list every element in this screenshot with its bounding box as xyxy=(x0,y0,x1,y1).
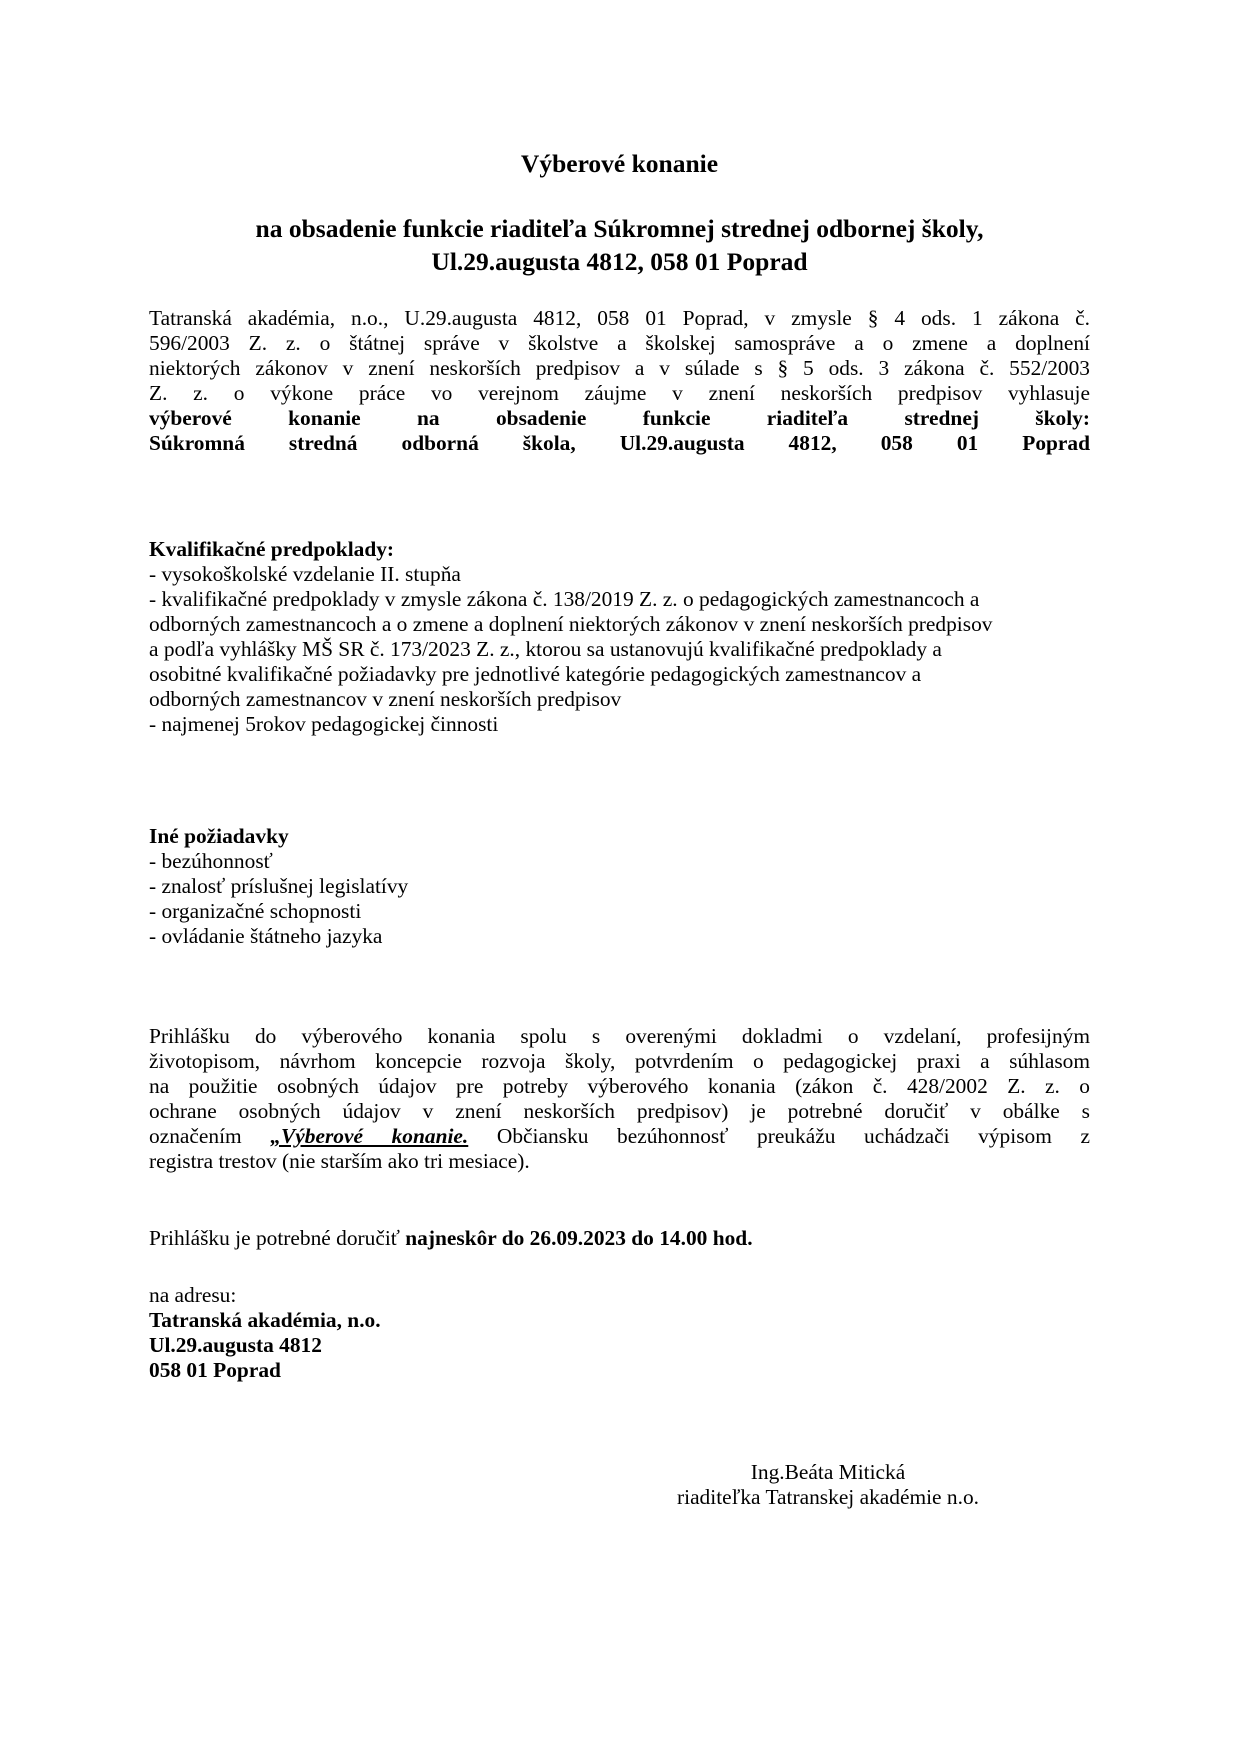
application-line: na použitie osobných údajov pre potreby výberového konania (zákon č. 428/2002 Z. z. o xyxy=(149,1074,1090,1098)
envelope-label: „Výberové konanie. xyxy=(270,1124,469,1148)
intro-line: 596/2003 Z. z. o štátnej správe v školstve a školskej samospráve a o zmene a doplnení xyxy=(149,331,1090,355)
subtitle-line-2: Ul.29.augusta 4812, 058 01 Poprad xyxy=(431,247,808,276)
intro-paragraph xyxy=(149,306,1090,456)
other-requirements-heading: Iné požiadavky xyxy=(149,824,289,848)
qualification-line: - kvalifikačné predpoklady v zmysle zákona č. 138/2019 Z. z. o pedagogických zamestnancoch a xyxy=(149,587,980,611)
signatory-name: Ing.Beáta Mitická xyxy=(750,1460,906,1484)
subtitle-line-1: na obsadenie funkcie riaditeľa Súkromnej strednej odbornej školy, xyxy=(255,214,984,243)
intro-line: Tatranská akadémia, n.o., U.29.augusta 4812, 058 01 Poprad, v zmysle § 4 ods. 1 zákona č. xyxy=(149,306,1090,330)
qualification-line: osobitné kvalifikačné požiadavky pre jednotlivé kategórie pedagogických zamestnancov a xyxy=(149,662,922,686)
application-line-5-suffix: Občiansku bezúhonnosť preukážu uchádzači výpisom z xyxy=(468,1124,1090,1148)
address-label: na adresu: xyxy=(149,1283,237,1307)
intro-line: Z. z. o výkone práce vo verejnom záujme v znení neskorších predpisov vyhlasuje xyxy=(149,381,1090,405)
signature-block xyxy=(628,1460,1028,1510)
deadline-line xyxy=(149,1226,1090,1251)
qualification-line: a podľa vyhlášky MŠ SR č. 173/2023 Z. z., ktorou sa ustanovujú kvalifikačné predpoklady a xyxy=(149,637,942,661)
deadline-prefix: Prihlášku je potrebné doručiť xyxy=(149,1226,406,1250)
deadline-date: najneskôr do 26.09.2023 do 14.00 hod. xyxy=(405,1226,753,1250)
address-name: Tatranská akadémia, n.o. xyxy=(149,1308,381,1332)
signatory-title: riaditeľka Tatranskej akadémie n.o. xyxy=(677,1485,979,1509)
application-paragraph xyxy=(149,1024,1090,1174)
requirement-item: - bezúhonnosť xyxy=(149,849,273,873)
qualifications-section xyxy=(149,537,1090,737)
qualifications-heading: Kvalifikačné predpoklady: xyxy=(149,537,395,561)
qualification-line: - vysokoškolské vzdelanie II. stupňa xyxy=(149,562,461,586)
address-street: Ul.29.augusta 4812 xyxy=(149,1333,322,1357)
qualification-line: odborných zamestnancov v znení neskorších predpisov xyxy=(149,687,622,711)
requirement-item: - znalosť príslušnej legislatívy xyxy=(149,874,409,898)
intro-bold-line: výberové konanie na obsadenie funkcie riaditeľa strednej školy: xyxy=(149,406,1090,430)
requirement-item: - ovládanie štátneho jazyka xyxy=(149,924,383,948)
requirement-item: - organizačné schopnosti xyxy=(149,899,362,923)
application-line: životopisom, návrhom koncepcie rozvoja školy, potvrdením o pedagogickej praxi a súhlasom xyxy=(149,1049,1090,1073)
intro-bold-line: Súkromná stredná odborná škola, Ul.29.augusta 4812, 058 01 Poprad xyxy=(149,431,1090,455)
application-last-line: registra trestov (nie starším ako tri mesiace). xyxy=(149,1149,530,1173)
application-line: Prihlášku do výberového konania spolu s overenými dokladmi o vzdelaní, profesijným xyxy=(149,1024,1090,1048)
address-city: 058 01 Poprad xyxy=(149,1358,281,1382)
document-subtitle xyxy=(150,212,1089,278)
intro-line: niektorých zákonov v znení neskorších predpisov a v súlade s § 5 ods. 3 zákona č. 552/2003 xyxy=(149,356,1090,380)
qualification-line: odborných zamestnancoch a o zmene a doplnení niektorých zákonov v znení neskorších predpisov xyxy=(149,612,993,636)
application-line-5-prefix: označením xyxy=(149,1124,271,1148)
qualification-line: - najmenej 5rokov pedagogickej činnosti xyxy=(149,712,499,736)
application-line-5 xyxy=(149,1124,1090,1149)
other-requirements-section xyxy=(149,824,1090,949)
address-block xyxy=(149,1283,1090,1383)
document-title: Výberové konanie xyxy=(520,149,719,178)
application-line: ochrane osobných údajov v znení neskorších predpisov) je potrebné doručiť v obálke s xyxy=(149,1099,1090,1123)
